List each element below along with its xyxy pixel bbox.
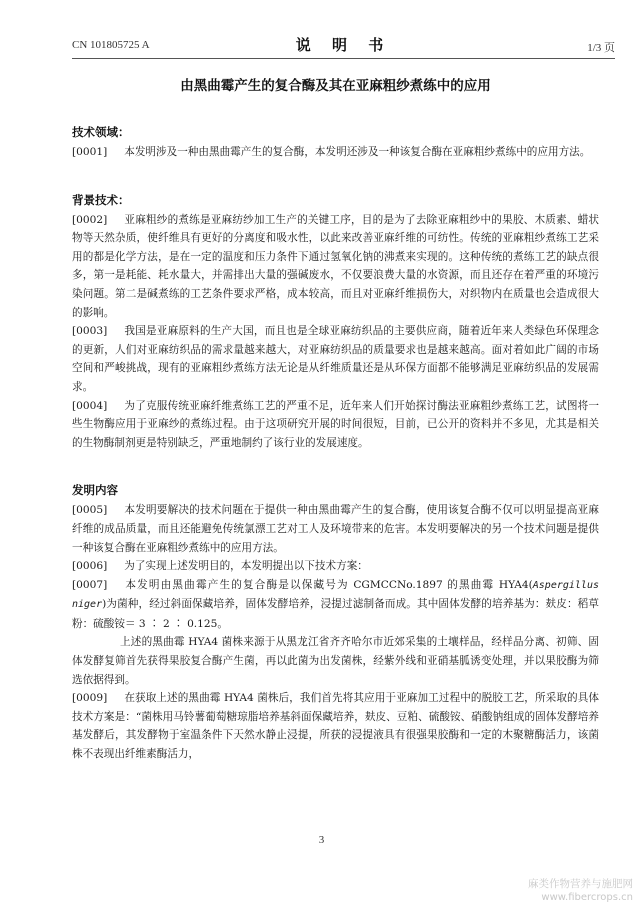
paragraph-number: [0002] <box>72 213 108 226</box>
paragraph-0004 <box>72 397 599 453</box>
paragraph-text: )为菌种，经过斜面保藏培养，固体发酵培养，浸提过滤制备而成。其中固体发酵的培养基为：麸皮：稻草粉：硫酸铵＝ 3 ∶ 2 ∶ 0.125。 <box>72 598 599 630</box>
paragraph-number: [0004] <box>72 399 108 412</box>
patent-number: CN 101805725 A <box>72 39 150 51</box>
paragraph-text: 我国是亚麻原料的生产大国，而且也是全球亚麻纺织品的主要供应商，随着近年来人类绿色环保理念的更新，人们对亚麻纺织品的需求量越来越大，对亚麻纺织品的质量要求也是越来越高。面对着如此广阔的市场空间和严峻挑战，现有的亚麻粗纱煮练方法无论是从纤维质量还是从环保方面都不能够满足亚麻纺织品的发展需求。 <box>72 325 599 393</box>
document-body <box>72 74 599 764</box>
watermark-site-name: 麻类作物营养与施肥网 <box>528 878 633 890</box>
page-number: 3 <box>318 834 325 846</box>
paragraph-0007 <box>72 576 599 634</box>
paragraph-0003 <box>72 322 599 396</box>
paragraph-text: 在获取上述的黑曲霉 HYA4 菌株后，我们首先将其应用于亚麻加工过程中的脱胶工艺，所采取的具体技术方案是：“菌株用马铃薯葡萄糖琼脂培养基斜面保藏培养，麸皮、豆粕、硫酸铵、硝酸钠组成的固体发酵培养基发酵后，其发酵物于室温条件下天然水静止浸提，所获的浸提液具有很强果胶酶和一定的木聚糖酶活力，该菌株不表现出纤维素酶活力， <box>72 692 599 761</box>
paragraph-text: 本发明要解决的技术问题在于提供一种由黑曲霉产生的复合酶，使用该复合酶不仅可以明显提高亚麻纤维的成品质量，而且还能避免传统氯漂工艺对工人及环境带来的危害。本发明要解决的另一个技术问题是提供一种该复合酶在亚麻粗纱煮练中的应用方法。 <box>72 504 599 554</box>
paragraph-0005 <box>72 501 599 557</box>
paragraph-text: 上述的黑曲霉 HYA4 菌株来源于从黑龙江省齐齐哈尔市近郊采集的土壤样品，经样品分离、初筛、固体发酵复筛首先获得果胶复合酶产生菌，再以此菌为出发菌株，经紫外线和亚硝基胍诱变处理，并以果胶酶为筛选依据得到。 <box>72 636 599 686</box>
species-name: Aspergillus niger <box>72 579 599 611</box>
paragraph-text: 本发明由黑曲霉产生的复合酶是以保藏号为 CGMCCNo.1897 的黑曲霉 HYA4( <box>124 578 533 591</box>
paragraph-number: [0001] <box>72 146 108 158</box>
paragraph-0001 <box>72 143 599 162</box>
page-header <box>72 36 615 59</box>
paragraph-number: [0003] <box>72 325 108 338</box>
watermark-url: www.fibercrops.cn <box>541 892 633 903</box>
paragraph-0006 <box>72 557 599 576</box>
paragraph-text: 为了克服传统亚麻纤维煮练工艺的严重不足，近年来人们开始探讨酶法亚麻粗纱煮练工艺，试图将一些生物酶应用于亚麻纱的煮练过程。由于这项研究开展的时间很短，目前，已公开的资料并不多见，尤其是相关的生物酶制剂更是特别缺乏，严重地制约了该行业的发展速度。 <box>72 399 599 449</box>
document-type-heading: 说 明 书 <box>295 36 392 54</box>
paragraph-text: 为了实现上述发明目的，本发明提出以下技术方案： <box>124 560 368 573</box>
paragraph-text: 本发明涉及一种由黑曲霉产生的复合酶，本发明还涉及一种该复合酶在亚麻粗纱煮练中的应用方法。 <box>124 146 591 158</box>
paragraph-number: [0007] <box>72 578 108 591</box>
section-heading-background: 背景技术： <box>72 192 130 207</box>
section-heading-field: 技术领域： <box>72 125 130 139</box>
paragraph-0009 <box>72 689 599 763</box>
section-heading-invention: 发明内容 <box>72 483 118 498</box>
paragraph-number: [0006] <box>72 560 108 573</box>
paragraph-number: [0009] <box>72 692 108 705</box>
document-title: 由黑曲霉产生的复合酶及其在亚麻粗纱煮练中的应用 <box>180 78 491 94</box>
paragraph-continuation <box>72 633 599 689</box>
paragraph-text: 亚麻粗纱的煮练是亚麻纺纱加工生产的关键工序，目的是为了去除亚麻粗纱中的果胶、木质素、蜡状物等天然杂质，使纤维具有更好的分离度和吸水性，以此来改善亚麻纤维的可纺性。传统的亚麻粗纱煮练工艺采用的都是化学方法，是在一定的温度和压力条件下通过氢氧化钠的沸煮来实现的。这种传统的煮练工艺的缺点很多，第一是耗能、耗水量大，并需排出大量的强碱废水，不仅要浪费大量的水资源，而且还存在着严重的环境污染问题。第二是碱煮练的工艺条件要求严格，成本较高，而且对亚麻纤维损伤大，对织物内在质量也会造成很大的影响。 <box>72 213 599 319</box>
paragraph-0002 <box>72 211 599 323</box>
page-indicator: 1/3 页 <box>587 42 615 54</box>
paragraph-number: [0005] <box>72 504 108 517</box>
site-watermark <box>528 878 633 904</box>
